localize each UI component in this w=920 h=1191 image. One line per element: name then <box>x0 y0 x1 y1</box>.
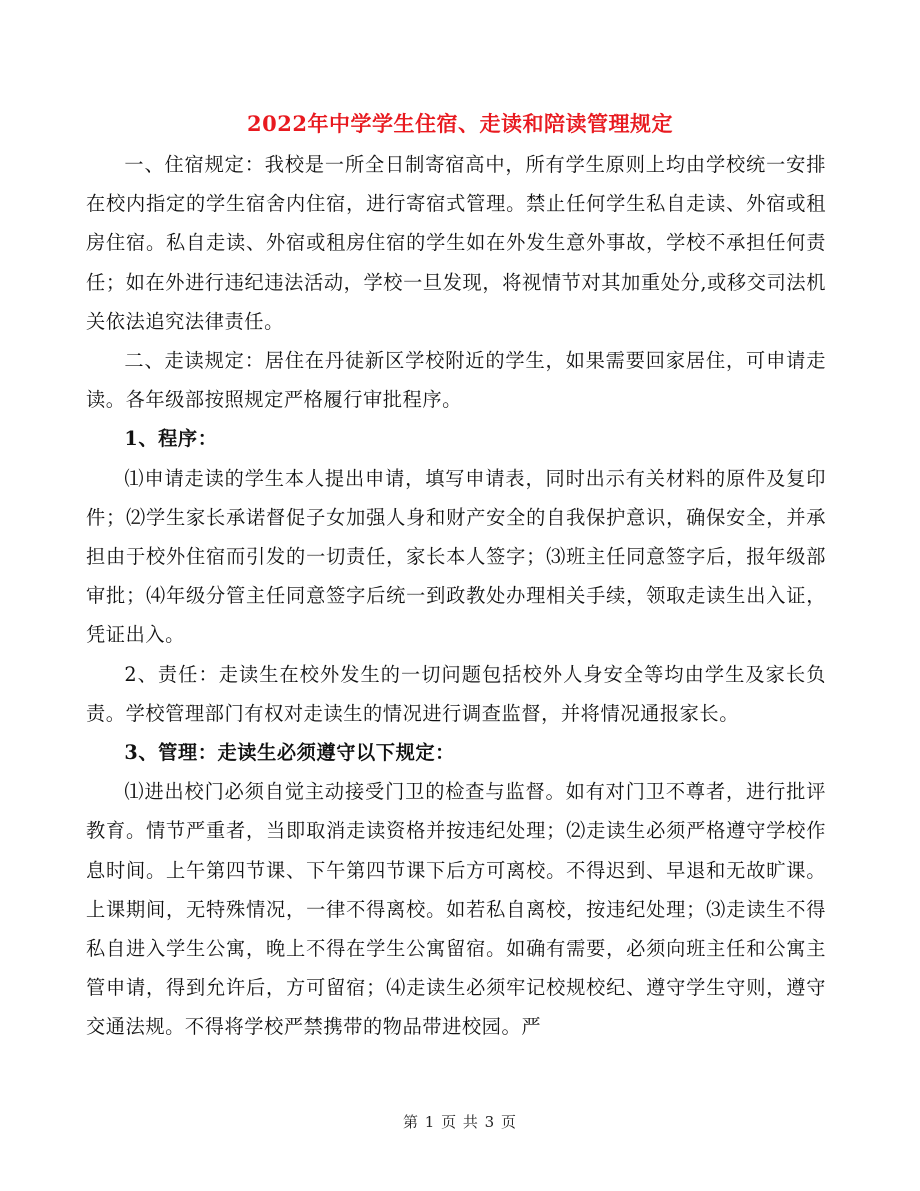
paragraph-accommodation-rules: 一、住宿规定：我校是一所全日制寄宿高中，所有学生原则上均由学校统一安排在校内指定的学生宿舍内住宿，进行寄宿式管理。禁止任何学生私自走读、外宿或租房住宿。私自走读、外宿或租房住宿的学生如在外发生意外事故，学校不承担任何责任；如在外进行违纪违法活动，学校一旦发现，将视情节对其加重处分,或移交司法机关依法追究法律责任。 <box>86 153 826 333</box>
page-number-footer: 第 1 页 共 3 页 <box>403 1113 517 1131</box>
paragraph-procedure: ⑴申请走读的学生本人提出申请，填写申请表，同时出示有关材料的原件及复印件；⑵学生家长承诺督促子女加强人身和财产安全的自我保护意识，确保安全，并承担由于校外住宿而引发的一切责任，家长本人签字；⑶班主任同意签字后，报年级部审批；⑷年级分管主任同意签字后统一到政教处办理相关手续，领取走读生出入证，凭证出入。 <box>86 466 826 647</box>
paragraph-management: ⑴进出校门必须自觉主动接受门卫的检查与监督。如有对门卫不尊者，进行批评教育。情节严重者，当即取消走读资格并按违纪处理；⑵走读生必须严格遵守学校作息时间。上午第四节课、下午第四节课下后方可离校。不得迟到、早退和无故旷课。上课期间，无特殊情况，一律不得离校。如若私自离校，按违纪处理；⑶走读生不得私自进入学生公寓，晚上不得在学生公寓留宿。如确有需要，必须向班主任和公寓主管申请，得到允许后，方可留宿；⑷走读生必须牢记校规校纪、遵守学生守则，遵守交通法规。不得将学校严禁携带的物品带进校园。严 <box>86 780 826 1039</box>
heading-management: 3、管理：走读生必须遵守以下规定： <box>124 741 455 765</box>
document-body <box>86 145 826 1047</box>
paragraph-day-student-rules: 二、走读规定：居住在丹徒新区学校附近的学生，如果需要回家居住，可申请走读。各年级部按照规定严格履行审批程序。 <box>86 349 826 412</box>
paragraph-responsibility: 2、责任：走读生在校外发生的一切问题包括校外人身安全等均由学生及家长负责。学校管理部门有权对走读生的情况进行调查监督，并将情况通报家长。 <box>86 662 826 725</box>
document-title: 2022年中学学生住宿、走读和陪读管理规定 <box>247 111 673 136</box>
heading-procedure: 1、程序： <box>124 427 218 451</box>
